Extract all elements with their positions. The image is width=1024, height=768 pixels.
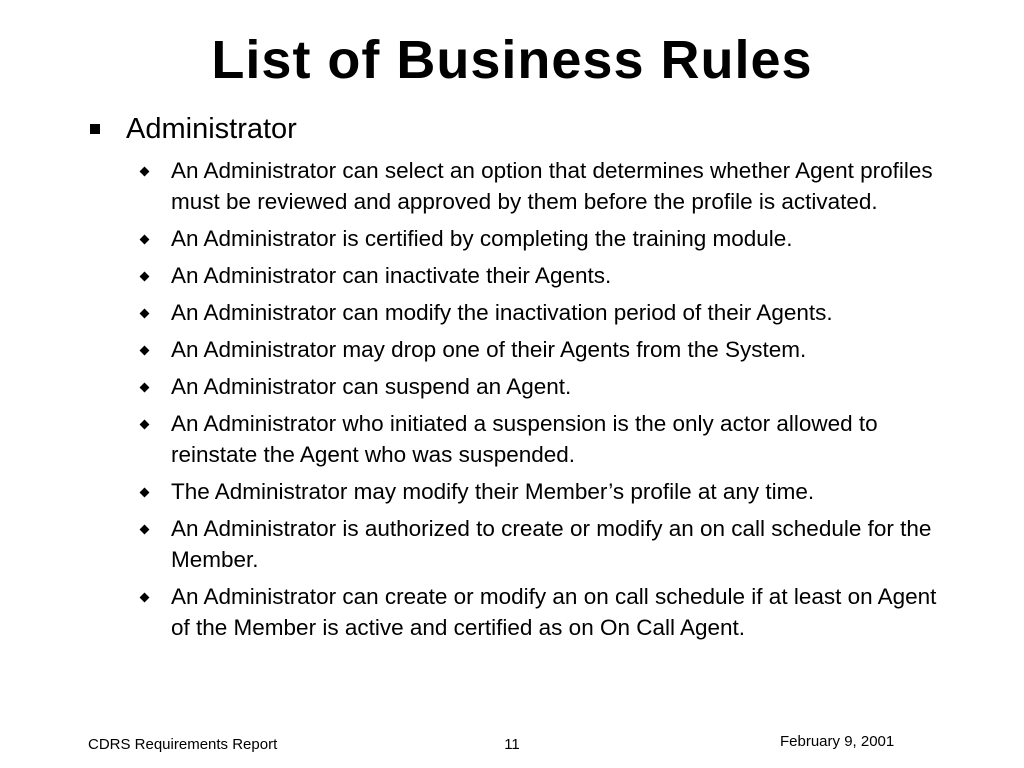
diamond-bullet-icon — [140, 420, 150, 430]
diamond-bullet-icon — [140, 488, 150, 498]
square-bullet-icon — [90, 124, 100, 134]
rule-text: An Administrator can select an option that determines whether Agent profiles must be reviewed and approved by them before the profile is activated. — [171, 158, 933, 214]
diamond-bullet-icon — [140, 309, 150, 319]
diamond-bullet-icon — [140, 167, 150, 177]
footer-report-name: CDRS Requirements Report — [88, 736, 278, 753]
rule-text: An Administrator is authorized to create or modify an on call schedule for the Member. — [171, 516, 932, 572]
rule-text: An Administrator can create or modify an on call schedule if at least on Agent of the Member is active and certified as on On Call Agent. — [171, 584, 937, 640]
section-item — [88, 110, 968, 148]
rule-item — [138, 260, 958, 291]
rule-item — [138, 581, 958, 643]
rules-list — [138, 155, 958, 649]
slide-title: List of Business Rules — [211, 30, 813, 90]
rule-item — [138, 223, 958, 254]
rule-item — [138, 408, 958, 470]
diamond-bullet-icon — [140, 272, 150, 282]
rule-item — [138, 371, 958, 402]
diamond-bullet-icon — [140, 235, 150, 245]
diamond-bullet-icon — [140, 346, 150, 356]
rule-item — [138, 297, 958, 328]
rule-text: An Administrator is certified by completing the training module. — [171, 226, 793, 251]
rule-text: An Administrator can suspend an Agent. — [171, 374, 572, 399]
section-list — [88, 110, 968, 148]
diamond-bullet-icon — [140, 383, 150, 393]
footer-page-number: 11 — [504, 736, 520, 753]
diamond-bullet-icon — [140, 525, 150, 535]
rule-item — [138, 155, 958, 217]
rule-item — [138, 513, 958, 575]
footer-date: February 9, 2001 — [780, 733, 895, 750]
rule-text: An Administrator may drop one of their Agents from the System. — [171, 337, 807, 362]
rule-item — [138, 334, 958, 365]
rule-text: An Administrator who initiated a suspension is the only actor allowed to reinstate the Agent who was suspended. — [171, 411, 878, 467]
rule-text: The Administrator may modify their Member’s profile at any time. — [171, 479, 815, 504]
diamond-bullet-icon — [140, 593, 150, 603]
rule-item — [138, 476, 958, 507]
section-label: Administrator — [126, 113, 297, 145]
rule-text: An Administrator can modify the inactivation period of their Agents. — [171, 300, 833, 325]
rule-text: An Administrator can inactivate their Agents. — [171, 263, 612, 288]
